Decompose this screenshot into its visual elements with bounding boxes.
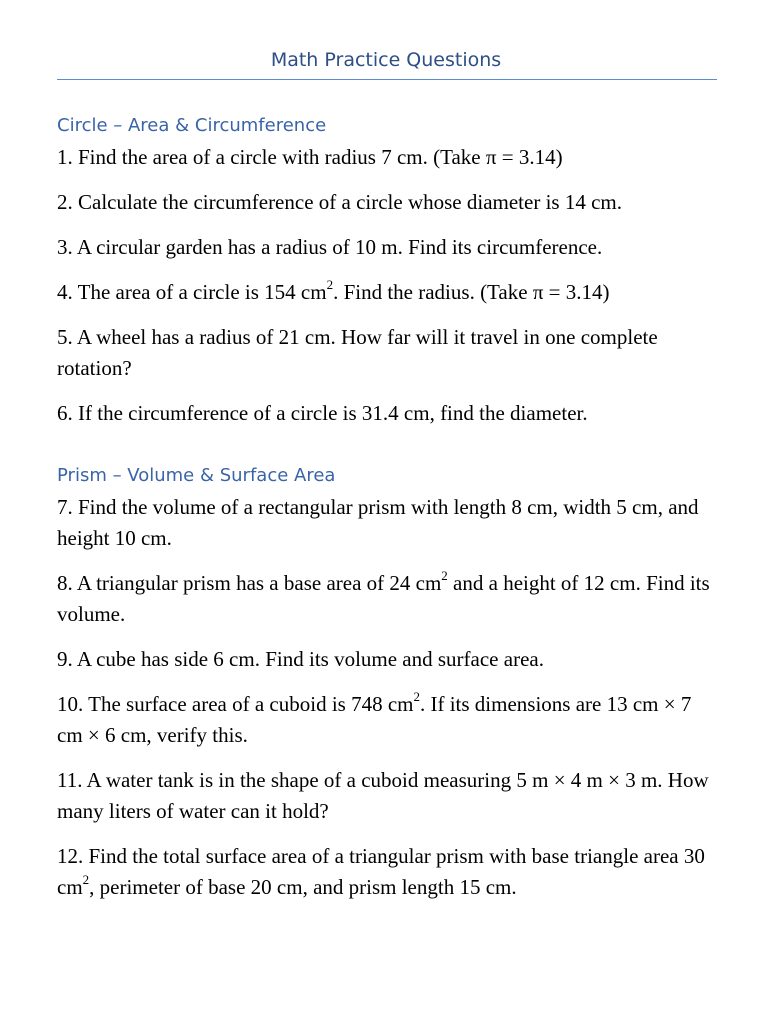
question-10 xyxy=(57,689,717,751)
section-heading: Circle – Area & Circumference xyxy=(57,115,327,136)
section-heading: Prism – Volume & Surface Area xyxy=(57,465,336,486)
question-8-superscript: 2 xyxy=(441,568,448,583)
section-circle xyxy=(57,113,717,429)
document-body xyxy=(57,113,717,917)
question-10-text-start: 10. The surface area of a cuboid is 748 cm xyxy=(57,692,414,716)
question-10-superscript: 2 xyxy=(413,689,420,704)
question-12-text-end: , perimeter of base 20 cm, and prism length 15 cm. xyxy=(89,875,517,899)
question-8-text-start: 8. A triangular prism has a base area of 24 cm xyxy=(57,571,442,595)
title-divider xyxy=(57,79,717,80)
section-prism xyxy=(57,463,717,903)
question-7: 7. Find the volume of a rectangular prism with length 8 cm, width 5 cm, and height 10 cm. xyxy=(57,495,699,550)
document-title: Math Practice Questions xyxy=(270,49,502,71)
question-2: 2. Calculate the circumference of a circle whose diameter is 14 cm. xyxy=(57,190,622,214)
question-8-text-end: and a height of 12 cm. Find its volume. xyxy=(57,571,710,626)
question-5: 5. A wheel has a radius of 21 cm. How far will it travel in one complete rotation? xyxy=(57,325,658,380)
question-4-text-start: 4. The area of a circle is 154 cm xyxy=(57,280,327,304)
question-8 xyxy=(57,568,717,630)
question-6: 6. If the circumference of a circle is 31.4 cm, find the diameter. xyxy=(57,401,588,425)
question-4-text-end: . Find the radius. (Take π = 3.14) xyxy=(333,280,610,304)
question-12 xyxy=(57,841,717,903)
question-12-superscript: 2 xyxy=(82,872,90,887)
question-3: 3. A circular garden has a radius of 10 m. Find its circumference. xyxy=(57,235,603,259)
question-4 xyxy=(57,277,717,308)
question-12-text-start: 12. Find the total surface area of a triangular prism with base triangle area 30 cm xyxy=(57,844,705,899)
question-4-superscript: 2 xyxy=(326,277,334,292)
question-10-text-end: . If its dimensions are 13 cm × 7 cm × 6 cm, verify this. xyxy=(57,692,692,747)
question-1: 1. Find the area of a circle with radius 7 cm. (Take π = 3.14) xyxy=(57,145,563,169)
question-9: 9. A cube has side 6 cm. Find its volume and surface area. xyxy=(57,647,544,671)
question-11: 11. A water tank is in the shape of a cuboid measuring 5 m × 4 m × 3 m. How many liters of water can it hold? xyxy=(57,768,709,823)
